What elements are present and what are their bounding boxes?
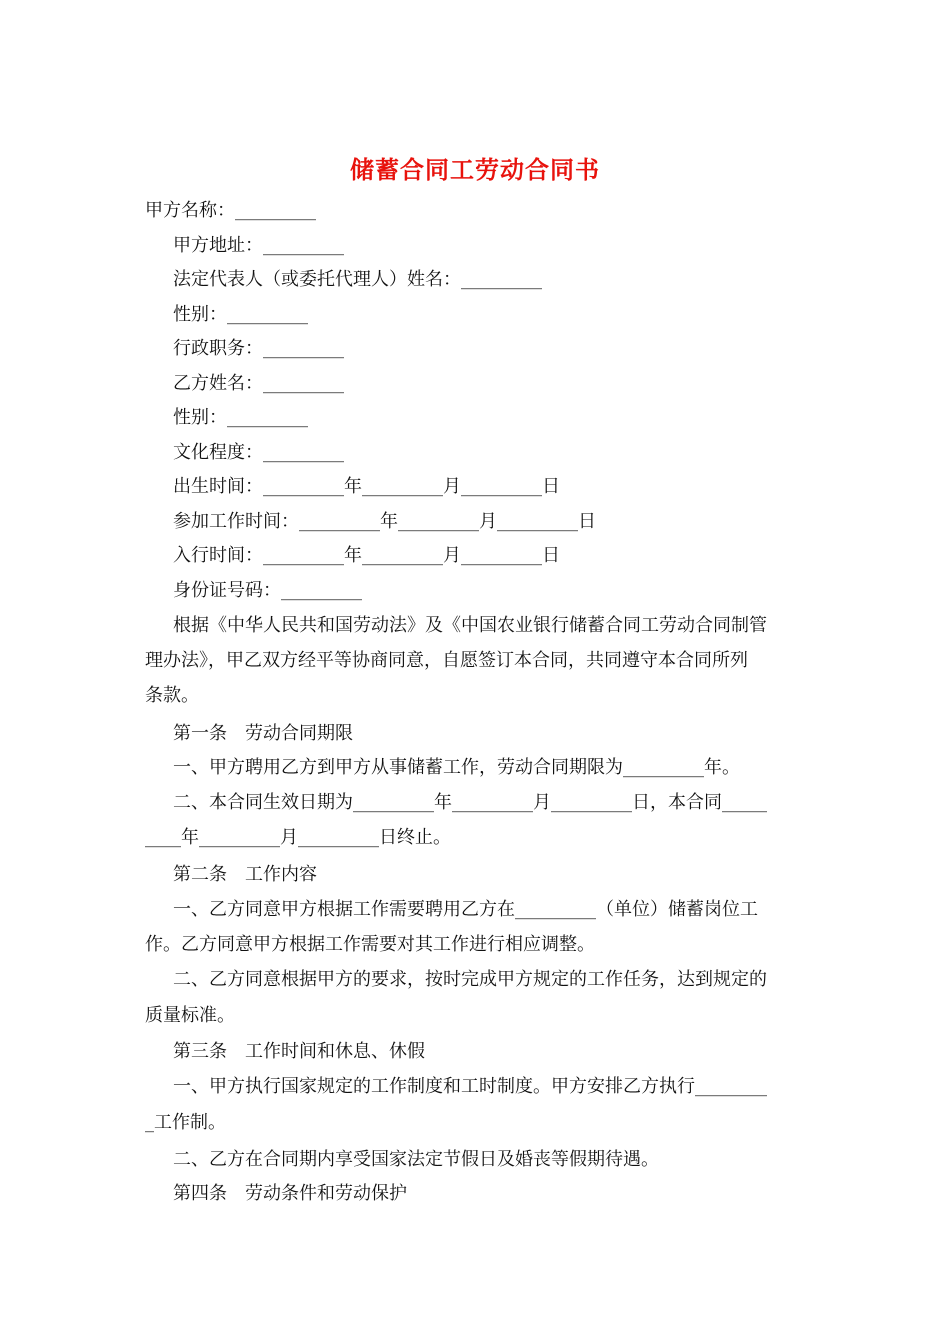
article-4-heading: 第四条 劳动条件和劳动保护 <box>173 1183 407 1204</box>
article-3-clause-1-line1: 一、甲方执行国家规定的工作制度和工时制度。甲方安排乙方执行________ <box>173 1076 767 1097</box>
article-2-clause-2-line2: 质量标准。 <box>145 1005 235 1026</box>
paragraph-preamble-line1: 根据《中华人民共和国劳动法》及《中国农业银行储蓄合同工劳动合同制管 <box>173 615 767 636</box>
line-position: 行政职务：_________ <box>173 338 344 359</box>
line-legal-representative: 法定代表人（或委托代理人）姓名：_________ <box>173 269 542 290</box>
line-gender-a: 性别：_________ <box>173 304 308 325</box>
article-2-clause-1-line1: 一、乙方同意甲方根据工作需要聘用乙方在_________（单位）储蓄岗位工 <box>173 899 758 920</box>
article-1-heading: 第一条 劳动合同期限 <box>173 723 353 744</box>
line-bank-entry-date: 入行时间：_________年_________月_________日 <box>173 545 560 566</box>
line-id-number: 身份证号码：_________ <box>173 580 362 601</box>
paragraph-preamble-line3: 条款。 <box>145 685 199 706</box>
article-3-heading: 第三条 工作时间和休息、休假 <box>173 1041 425 1062</box>
paragraph-preamble-line2: 理办法》，甲乙双方经平等协商同意，自愿签订本合同，共同遵守本合同所列 <box>145 650 748 671</box>
article-1-clause-1: 一、甲方聘用乙方到甲方从事储蓄工作，劳动合同期限为_________年。 <box>173 757 740 778</box>
line-birth-date: 出生时间：_________年_________月_________日 <box>173 476 560 497</box>
document-title: 储蓄合同工劳动合同书 <box>350 155 600 184</box>
article-2-clause-1-line2: 作。乙方同意甲方根据工作需要对其工作进行相应调整。 <box>145 934 595 955</box>
line-gender-b: 性别：_________ <box>173 407 308 428</box>
article-2-clause-2-line1: 二、乙方同意根据甲方的要求，按时完成甲方规定的工作任务，达到规定的 <box>173 969 767 990</box>
article-3-clause-2: 二、乙方在合同期内享受国家法定节假日及婚丧等假期待遇。 <box>173 1149 659 1170</box>
line-party-a-name: 甲方名称：_________ <box>145 200 316 221</box>
line-party-a-address: 甲方地址：_________ <box>173 235 344 256</box>
article-1-clause-2-line2: ____年_________月_________日终止。 <box>145 827 451 848</box>
article-1-clause-2-line1: 二、本合同生效日期为_________年_________月_________日，本合同_____ <box>173 792 767 813</box>
article-3-clause-1-line2: _工作制。 <box>145 1112 226 1133</box>
line-education: 文化程度：_________ <box>173 442 344 463</box>
line-party-b-name: 乙方姓名：_________ <box>173 373 344 394</box>
line-work-start-date: 参加工作时间：_________年_________月_________日 <box>173 511 596 532</box>
article-2-heading: 第二条 工作内容 <box>173 864 317 885</box>
